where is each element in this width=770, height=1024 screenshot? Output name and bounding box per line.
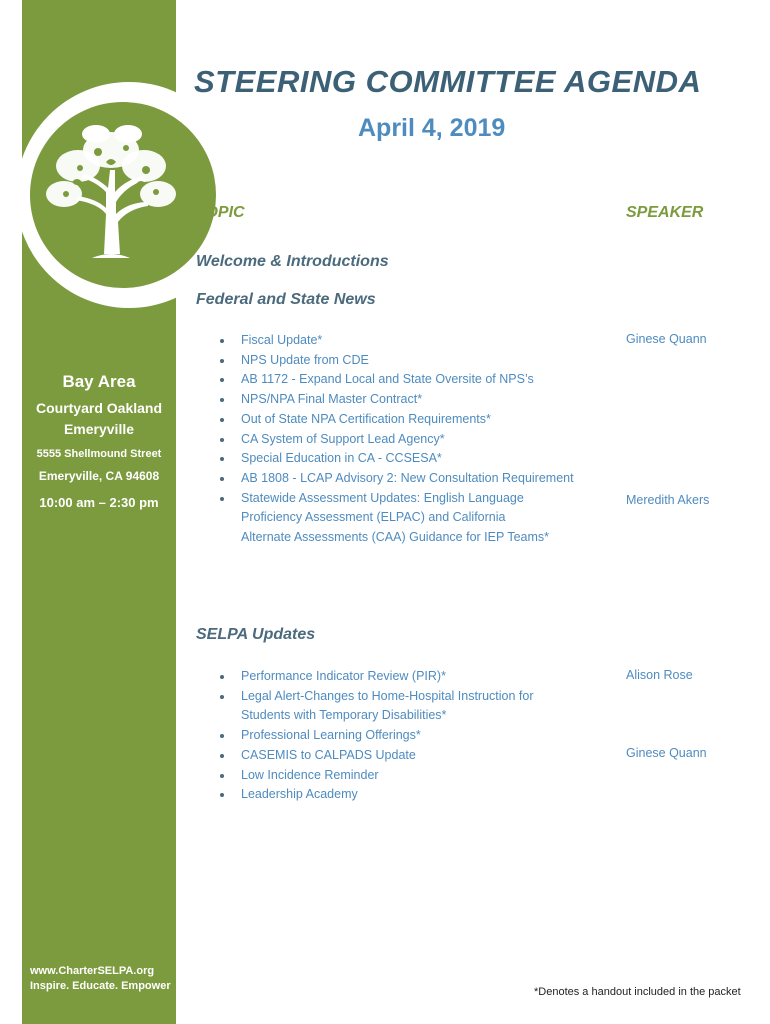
sidebar — [22, 0, 176, 1024]
list-item: Out of State NPA Certification Requirements* — [218, 410, 598, 430]
venue-info — [22, 372, 176, 510]
list-item: Statewide Assessment Updates: English Language Proficiency Assessment (ELPAC) and California Alternate Assessments (CAA) Guidance for IEP Teams* — [218, 489, 598, 548]
selpa-section-heading: SELPA Updates — [196, 626, 316, 643]
list-item: CA System of Support Lead Agency* — [218, 430, 598, 450]
list-item: Special Education in CA - CCSESA* — [218, 449, 598, 469]
list-item: Professional Learning Offerings* — [218, 726, 598, 746]
handout-footnote: *Denotes a handout included in the packet — [534, 986, 741, 998]
venue-street: 5555 Shellmound Street — [36, 448, 162, 460]
speaker-selpa-1: Alison Rose — [626, 668, 693, 682]
welcome-heading: Welcome & Introductions — [196, 253, 389, 270]
meeting-date: April 4, 2019 — [358, 114, 506, 142]
list-item: Legal Alert-Changes to Home-Hospital Instruction for Students with Temporary Disabilities* — [218, 687, 598, 726]
list-item: Performance Indicator Review (PIR)* — [218, 667, 598, 687]
list-item: AB 1808 - LCAP Advisory 2: New Consultation Requirement — [218, 469, 598, 489]
logo — [16, 82, 242, 308]
speaker-column-header: SPEAKER — [626, 204, 704, 221]
tagline: Inspire. Educate. Empower — [30, 980, 171, 992]
list-item: AB 1172 - Expand Local and State Oversite of NPS’s — [218, 370, 598, 390]
meeting-time: 10:00 am – 2:30 pm — [39, 495, 159, 510]
list-item: Low Incidence Reminder — [218, 766, 598, 786]
list-item: CASEMIS to CALPADS Update — [218, 746, 598, 766]
venue-region: Bay Area — [62, 372, 136, 391]
speaker-federal-1: Ginese Quann — [626, 332, 707, 346]
sidebar-footer — [30, 964, 171, 994]
venue-hotel: Courtyard Oakland — [35, 400, 163, 416]
website-link[interactable]: www.CharterSELPA.org — [30, 965, 155, 977]
list-item: Leadership Academy — [218, 785, 598, 805]
list-item: NPS/NPA Final Master Contract* — [218, 390, 598, 410]
speaker-selpa-2: Ginese Quann — [626, 746, 707, 760]
tree-icon — [36, 122, 186, 262]
federal-item-list — [218, 331, 598, 548]
speaker-federal-2: Meredith Akers — [626, 493, 710, 507]
list-item: NPS Update from CDE — [218, 351, 598, 371]
list-item: Fiscal Update* — [218, 331, 598, 351]
logo-disc — [30, 102, 216, 288]
federal-section-heading: Federal and State News — [196, 291, 376, 308]
venue-city: Emeryville, CA 94608 — [38, 469, 160, 483]
venue-hotel-city: Emeryville — [63, 421, 135, 437]
page-title: STEERING COMMITTEE AGENDA — [194, 64, 702, 99]
topic-column-header: TOPIC — [196, 204, 245, 221]
selpa-item-list — [218, 667, 598, 805]
